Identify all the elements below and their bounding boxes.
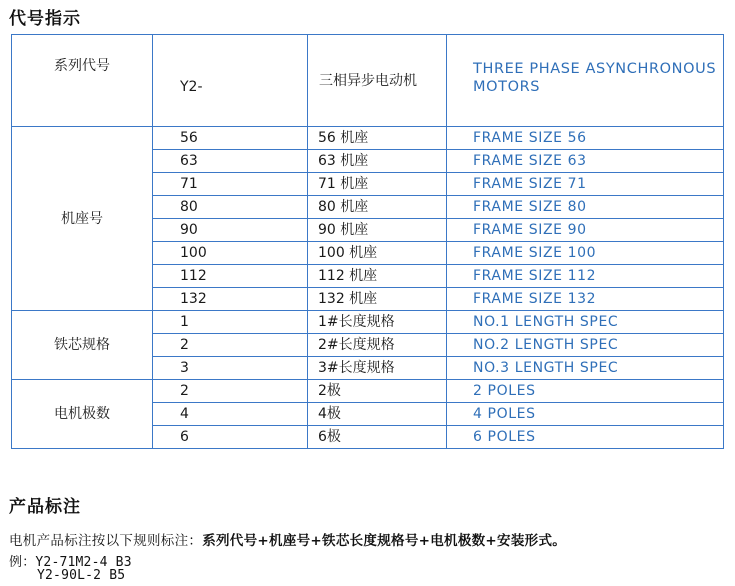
- frame-code: 112: [153, 265, 308, 288]
- frame-en: FRAME SIZE 63: [447, 150, 724, 173]
- marking-rule-formula: 系列代号+机座号+铁芯长度规格号+电机极数+安装形式。: [202, 533, 567, 549]
- table-header-row: [12, 35, 724, 127]
- core-cn: 2#长度规格: [308, 334, 447, 357]
- core-cn: 3#长度规格: [308, 357, 447, 380]
- frame-cn: 56 机座: [308, 127, 447, 150]
- frame-en: FRAME SIZE 100: [447, 242, 724, 265]
- header-series-code: 系列代号: [12, 35, 153, 127]
- core-en: NO.1 LENGTH SPEC: [447, 311, 724, 334]
- frame-cn: 80 机座: [308, 196, 447, 219]
- frame-code: 90: [153, 219, 308, 242]
- pole-code: 6: [153, 426, 308, 449]
- header-series-value: Y2-: [153, 35, 308, 127]
- core-cn: 1#长度规格: [308, 311, 447, 334]
- core-en: NO.3 LENGTH SPEC: [447, 357, 724, 380]
- pole-cn: 6极: [308, 426, 447, 449]
- pole-count-group-label: 电机极数: [12, 380, 153, 449]
- frame-code: 132: [153, 288, 308, 311]
- frame-en: FRAME SIZE 80: [447, 196, 724, 219]
- table-row: [12, 311, 724, 334]
- code-designation-table: [11, 34, 724, 449]
- frame-en: FRAME SIZE 56: [447, 127, 724, 150]
- page-title: 代号指示: [9, 9, 81, 29]
- core-length-group-label: 铁芯规格: [12, 311, 153, 380]
- header-motor-type-cn: 三相异步电动机: [308, 35, 447, 127]
- pole-code: 2: [153, 380, 308, 403]
- frame-code: 56: [153, 127, 308, 150]
- frame-en: FRAME SIZE 132: [447, 288, 724, 311]
- core-code: 1: [153, 311, 308, 334]
- table-row: [12, 380, 724, 403]
- frame-code: 71: [153, 173, 308, 196]
- pole-cn: 4极: [308, 403, 447, 426]
- pole-en: 6 POLES: [447, 426, 724, 449]
- frame-cn: 63 机座: [308, 150, 447, 173]
- frame-cn: 71 机座: [308, 173, 447, 196]
- frame-en: FRAME SIZE 71: [447, 173, 724, 196]
- frame-code: 80: [153, 196, 308, 219]
- pole-en: 2 POLES: [447, 380, 724, 403]
- frame-code: 100: [153, 242, 308, 265]
- frame-cn: 90 机座: [308, 219, 447, 242]
- frame-cn: 112 机座: [308, 265, 447, 288]
- pole-en: 4 POLES: [447, 403, 724, 426]
- frame-cn: 100 机座: [308, 242, 447, 265]
- example-line-2: Y2-90L-2 B5: [37, 568, 126, 583]
- core-en: NO.2 LENGTH SPEC: [447, 334, 724, 357]
- pole-code: 4: [153, 403, 308, 426]
- core-code: 3: [153, 357, 308, 380]
- frame-cn: 132 机座: [308, 288, 447, 311]
- core-code: 2: [153, 334, 308, 357]
- example-line-1: 例：Y2-71M2-4 B3: [9, 555, 132, 570]
- pole-cn: 2极: [308, 380, 447, 403]
- product-marking-heading: 产品标注: [9, 497, 81, 517]
- marking-rule-text: [9, 529, 566, 549]
- frame-size-group-label: 机座号: [12, 127, 153, 311]
- marking-rule-prefix: 电机产品标注按以下规则标注：: [9, 533, 203, 549]
- frame-code: 63: [153, 150, 308, 173]
- frame-en: FRAME SIZE 112: [447, 265, 724, 288]
- frame-en: FRAME SIZE 90: [447, 219, 724, 242]
- table-row: [12, 127, 724, 150]
- header-motor-type-en: THREE PHASE ASYNCHRONOUS MOTORS: [447, 35, 724, 127]
